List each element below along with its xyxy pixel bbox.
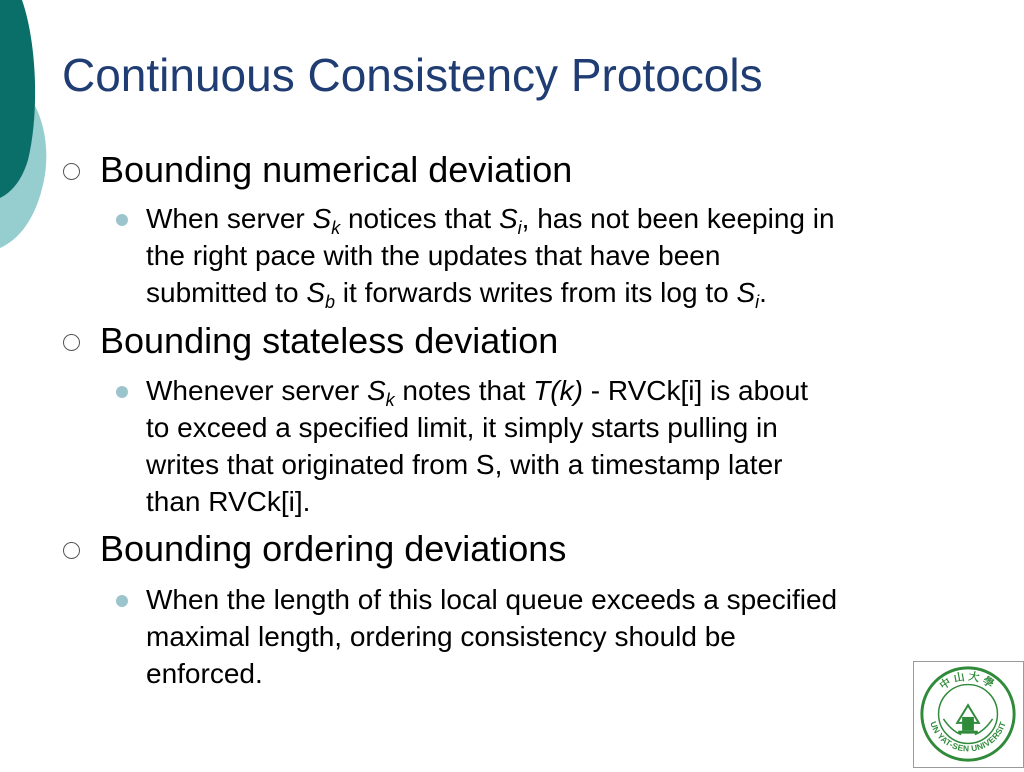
slide-decoration <box>0 0 60 260</box>
bullet-point-text: When the length of this local queue exceeds a specified maximal length, ordering consistency should be enforced. <box>146 584 838 689</box>
hollow-circle-bullet-icon <box>63 163 80 180</box>
section-heading: Bounding stateless deviation <box>100 320 559 361</box>
hollow-circle-bullet-icon <box>63 334 80 351</box>
section-heading: Bounding ordering deviations <box>100 528 567 569</box>
dot-bullet-icon <box>116 595 128 607</box>
university-seal-icon <box>914 662 1023 767</box>
university-logo <box>913 661 1024 768</box>
bullet-point-text: Whenever server $S_k$ notes that T(k) - RVCk[i] is about to exceed a specified limit, it simply starts pulling in writes that originated from S, with a timestamp later than RVCk[i]. <box>146 375 809 517</box>
svg-text:SUN YAT-SEN UNIVERSITY: UN YAT-SEN UNIVERSIT <box>928 719 1008 754</box>
section-heading: Bounding numerical deviation <box>100 149 573 190</box>
hollow-circle-bullet-icon <box>63 542 80 559</box>
slide-title: Continuous Consistency Protocols <box>62 49 763 101</box>
bullet-point-text: When server $S_k$ notices that $S_i$, has not been keeping in the right pace with the updates that have been submitted to $S_b$ it forwards writes from its log to $S_i$. <box>146 203 835 312</box>
svg-text:中山大學: 中山大學 <box>937 669 999 693</box>
dot-bullet-icon <box>116 214 128 226</box>
dot-bullet-icon <box>116 386 128 398</box>
